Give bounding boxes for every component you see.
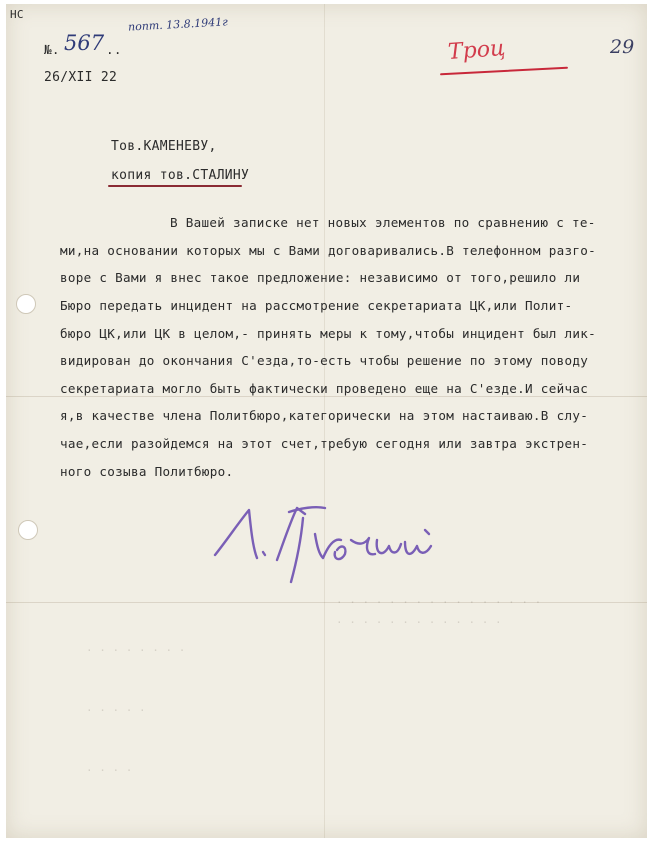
bleed-through-text: · · · · · <box>86 704 146 717</box>
body-line: ми,на основании которых мы с Вами договаривались.В телефонном разго- <box>60 243 596 258</box>
body-line: бюро ЦК,или ЦК в целом,- принять меры к тому,чтобы инцидент был лик- <box>60 326 596 341</box>
body-line: Бюро передать инцидент на рассмотрение секретариата ЦК,или Полит- <box>60 298 573 313</box>
addressee-line: Тов.КАМЕНЕВУ, <box>111 139 217 154</box>
punch-hole <box>16 294 36 314</box>
body-line: секретариата могло быть фактически проведено еще на С'езде.И сейчас <box>60 381 589 396</box>
copy-line: копия тов.СТАЛИНУ <box>111 168 250 183</box>
page-number: 29 <box>610 36 635 58</box>
number-dots: .. <box>106 42 122 57</box>
paper-fold-line <box>6 396 647 397</box>
body-line: чае,если разойдемся на этот счет,требую сегодня или завтра экстрен- <box>60 436 589 451</box>
copy-underline <box>108 185 242 187</box>
corner-mark: НС <box>10 8 24 21</box>
number-value: 567 <box>64 31 105 55</box>
number-label: №. <box>44 42 60 57</box>
bleed-through-text: · · · · · · · · <box>86 644 186 657</box>
body-line: я,в качестве члена Политбюро,категорически на этом настаиваю.В слу- <box>60 408 589 423</box>
signature <box>205 500 475 595</box>
bleed-through-text: · · · · · · · · · · · · · <box>336 616 502 629</box>
paper-fold-line <box>6 602 647 603</box>
red-pencil-note: Троц <box>447 36 507 65</box>
body-line: воре с Вами я внес такое предложение: независимо от того,решило ли <box>60 270 581 285</box>
bleed-through-text: · · · · · · · · · · · · · · · · <box>336 596 542 609</box>
archive-note: попт. 13.8.1941г <box>127 15 229 34</box>
document-date: 26/XII 22 <box>44 70 118 85</box>
bleed-through-text: · · · · <box>86 764 133 777</box>
body-line: В Вашей записке нет новых элементов по сравнению с те- <box>170 215 596 230</box>
punch-hole <box>18 520 38 540</box>
body-line: ного созыва Политбюро. <box>60 464 234 479</box>
body-line: видирован до окончания С'езда,то-есть чтобы решение по этому поводу <box>60 353 589 368</box>
